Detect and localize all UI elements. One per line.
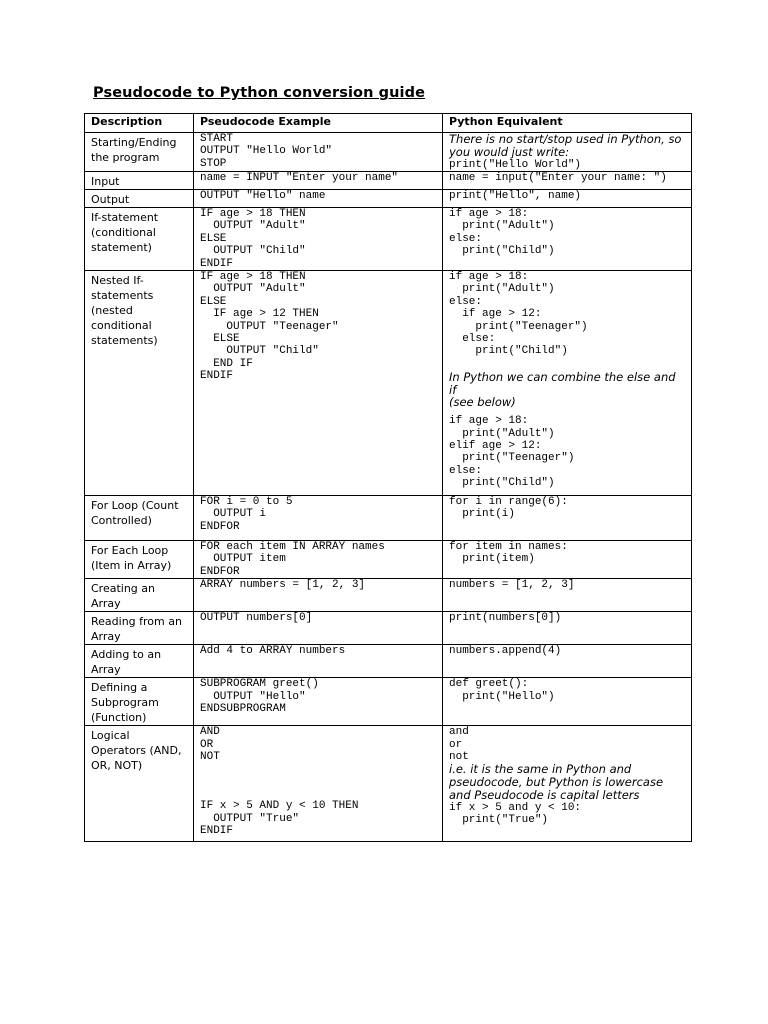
pseudocode-example: FOR i = 0 to 5 OUTPUT i ENDFOR xyxy=(200,496,293,533)
python-equivalent: for i in range(6): print(i) xyxy=(449,496,568,521)
header-row xyxy=(85,114,692,133)
pseudocode-example: OUTPUT "Hello" name xyxy=(200,190,326,202)
python-equivalent: numbers = [1, 2, 3] xyxy=(449,579,575,592)
pseudocode-example: ARRAY numbers = [1, 2, 3] xyxy=(200,579,366,592)
pseudocode-example: FOR each item IN ARRAY names OUTPUT item ENDFOR xyxy=(200,541,385,578)
row-description: Defining a Subprogram (Function) xyxy=(85,678,194,726)
page-title: Pseudocode to Python conversion guide xyxy=(93,85,426,101)
conversion-table xyxy=(84,113,692,842)
row-description: For Loop (Count Controlled) xyxy=(85,496,194,541)
pseudocode-example: name = INPUT "Enter your name" xyxy=(200,172,399,184)
python-note: In Python we can combine the else and if (see below) xyxy=(449,369,676,410)
row-description: If-statement (conditional statement) xyxy=(85,208,194,271)
row-description: Input xyxy=(85,172,194,190)
table-row xyxy=(85,541,692,579)
python-equivalent: def greet(): print("Hello") xyxy=(449,678,555,703)
table-row xyxy=(85,612,692,645)
pseudocode-example-condition: IF x > 5 AND y < 10 THEN OUTPUT "True" ENDIF xyxy=(200,800,359,838)
table-row xyxy=(85,678,692,726)
row-description: Logical Operators (AND, OR, NOT) xyxy=(85,726,194,842)
table-row xyxy=(85,579,692,612)
python-equivalent: for item in names: print(item) xyxy=(449,541,568,566)
python-equivalent: if age > 18: print("Adult") else: print("Child") xyxy=(449,208,555,258)
table-row xyxy=(85,726,692,842)
python-equivalent: and or not xyxy=(449,726,469,764)
python-equivalent: print(numbers[0]) xyxy=(449,612,562,625)
row-description: For Each Loop (Item in Array) xyxy=(85,541,194,579)
table-row xyxy=(85,133,692,172)
row-description: Creating an Array xyxy=(85,579,194,612)
python-equivalent: print("Hello World") xyxy=(449,158,582,171)
table-row xyxy=(85,496,692,541)
python-equivalent-combined: if age > 18: print("Adult") elif age > 12: print("Teenager") else: print("Child") xyxy=(449,415,575,490)
pseudocode-example: SUBPROGRAM greet() OUTPUT "Hello" ENDSUBPROGRAM xyxy=(200,678,319,716)
row-description: Starting/Ending the program xyxy=(85,133,194,172)
pseudocode-example: AND OR NOT xyxy=(200,726,220,764)
python-note: i.e. it is the same in Python and pseudocode, but Python is lowercase and Pseudocode is capital letters xyxy=(449,762,664,803)
python-equivalent: print("Hello", name) xyxy=(449,190,582,202)
python-note: There is no start/stop used in Python, so you would just write: xyxy=(449,132,682,159)
python-equivalent: name = input("Enter your name: ") xyxy=(449,172,667,184)
table-row xyxy=(85,645,692,678)
row-description: Output xyxy=(85,190,194,208)
python-equivalent: numbers.append(4) xyxy=(449,645,562,658)
header-python: Python Equivalent xyxy=(443,114,692,133)
table-row xyxy=(85,172,692,190)
python-equivalent-condition: if x > 5 and y < 10: print("True") xyxy=(449,801,582,827)
header-description: Description xyxy=(85,114,194,133)
row-description: Reading from an Array xyxy=(85,612,194,645)
table-row xyxy=(85,208,692,271)
row-description: Adding to an Array xyxy=(85,645,194,678)
python-equivalent: if age > 18: print("Adult") else: if age > 12: print("Teenager") else: print("Child") xyxy=(449,271,588,358)
pseudocode-example: OUTPUT numbers[0] xyxy=(200,612,313,625)
pseudocode-example: IF age > 18 THEN OUTPUT "Adult" ELSE OUTPUT "Child" ENDIF xyxy=(200,208,306,270)
pseudocode-example: IF age > 18 THEN OUTPUT "Adult" ELSE IF age > 12 THEN OUTPUT "Teenager" ELSE OUTPUT "Child" END IF ENDIF xyxy=(200,271,339,383)
row-description: Nested If-statements (nested conditional statements) xyxy=(85,271,194,496)
pseudocode-example: Add 4 to ARRAY numbers xyxy=(200,645,346,658)
header-pseudocode: Pseudocode Example xyxy=(194,114,443,133)
table-row xyxy=(85,190,692,208)
table-row xyxy=(85,271,692,496)
pseudocode-example: START OUTPUT "Hello World" STOP xyxy=(200,133,333,170)
